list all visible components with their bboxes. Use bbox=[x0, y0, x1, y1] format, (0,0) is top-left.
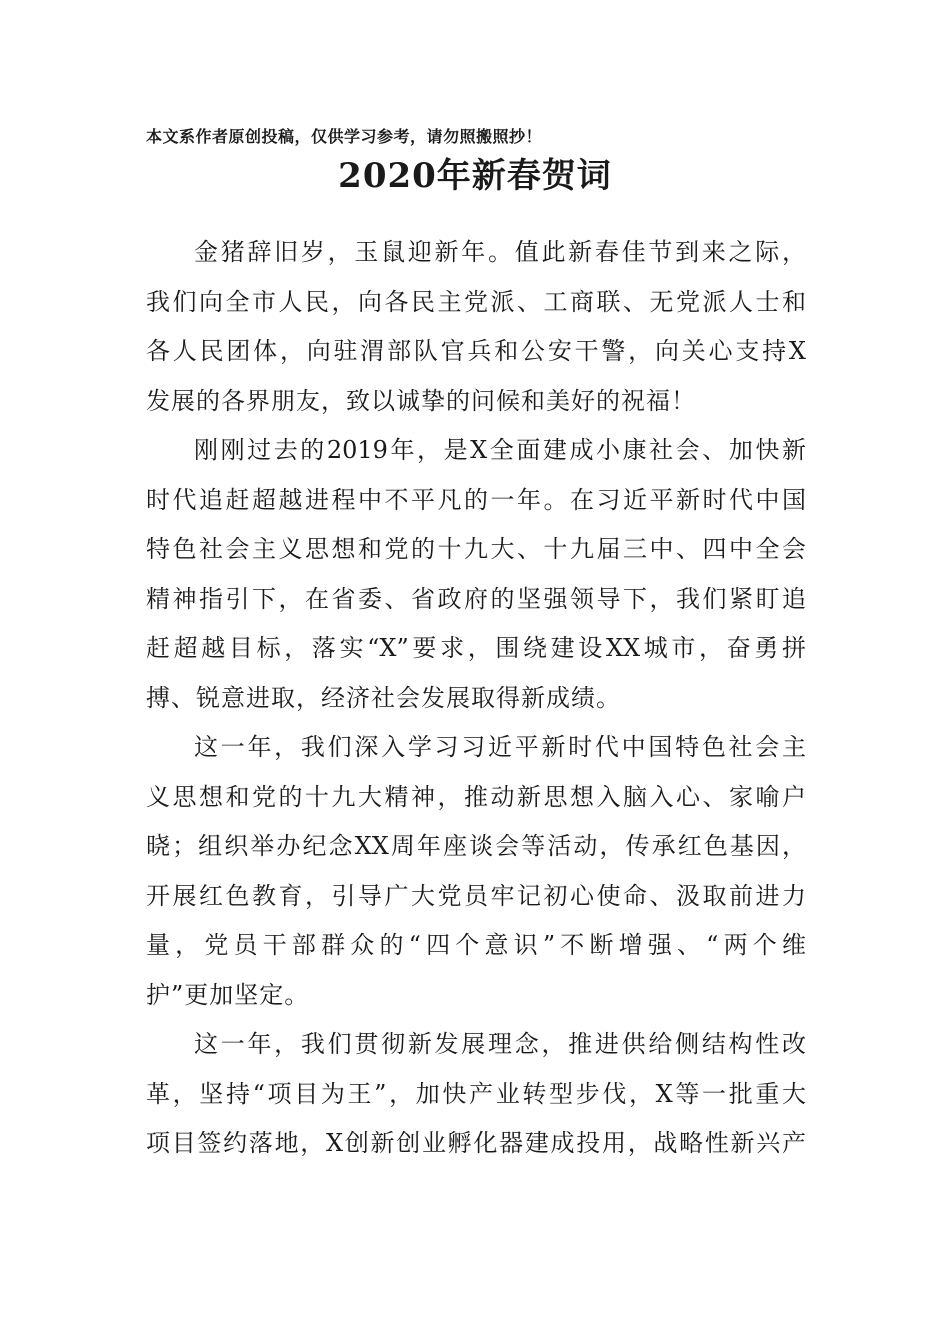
paragraph bbox=[146, 228, 806, 426]
text-line: 时代追赶超越进程中不平凡的一年。在习近平新时代中国 bbox=[146, 485, 806, 514]
text-line: 发展的各界朋友，致以诚挚的问候和美好的祝福！ bbox=[146, 386, 696, 415]
document-body bbox=[146, 228, 806, 1169]
text-line: 刚刚过去的2019年，是X全面建成小康社会、加快新 bbox=[194, 436, 806, 464]
text-line: 我们向全市人民，向各民主党派、工商联、无党派人士和 bbox=[146, 287, 806, 316]
text-line: 开展红色教育，引导广大党员牢记初心使命、汲取前进力 bbox=[146, 881, 806, 910]
document-title: 2020年新春贺词 bbox=[338, 156, 612, 196]
text-line: 精神指引下，在省委、省政府的坚强领导下，我们紧盯追 bbox=[146, 584, 806, 613]
text-line: 特色社会主义思想和党的十九大、十九届三中、四中全会 bbox=[146, 535, 806, 563]
text-line: 这一年，我们深入学习习近平新时代中国特色社会主 bbox=[194, 733, 806, 761]
text-line: 护”更加坚定。 bbox=[146, 980, 310, 1009]
text-line: 项目签约落地，X创新创业孵化器建成投用，战略性新兴产 bbox=[146, 1129, 806, 1157]
text-line: 革，坚持“项目为王”，加快产业转型步伐，X等一批重大 bbox=[146, 1079, 806, 1108]
paragraph bbox=[146, 1020, 806, 1169]
text-line: 搏、锐意进取，经济社会发展取得新成绩。 bbox=[146, 683, 621, 712]
text-line: 这一年，我们贯彻新发展理念，推进供给侧结构性改 bbox=[194, 1030, 806, 1058]
text-line: 赶超越目标，落实“X”要求，围绕建设XX城市，奋勇拼 bbox=[146, 634, 806, 662]
paragraph bbox=[146, 426, 806, 723]
text-line: 各人民团体，向驻渭部队官兵和公安干警，向关心支持X bbox=[146, 337, 806, 365]
text-line: 量，党员干部群众的“四个意识”不断增强、“两个维 bbox=[146, 931, 806, 959]
paragraph bbox=[146, 723, 806, 1020]
text-line: 晓；组织举办纪念XX周年座谈会等活动，传承红色基因， bbox=[146, 832, 806, 860]
text-line: 金猪辞旧岁，玉鼠迎新年。值此新春佳节到来之际， bbox=[194, 238, 806, 266]
copyright-notice: 本文系作者原创投稿，仅供学习参考，请勿照搬照抄！ bbox=[146, 127, 543, 146]
text-line: 义思想和党的十九大精神，推动新思想入脑入心、家喻户 bbox=[146, 782, 806, 811]
